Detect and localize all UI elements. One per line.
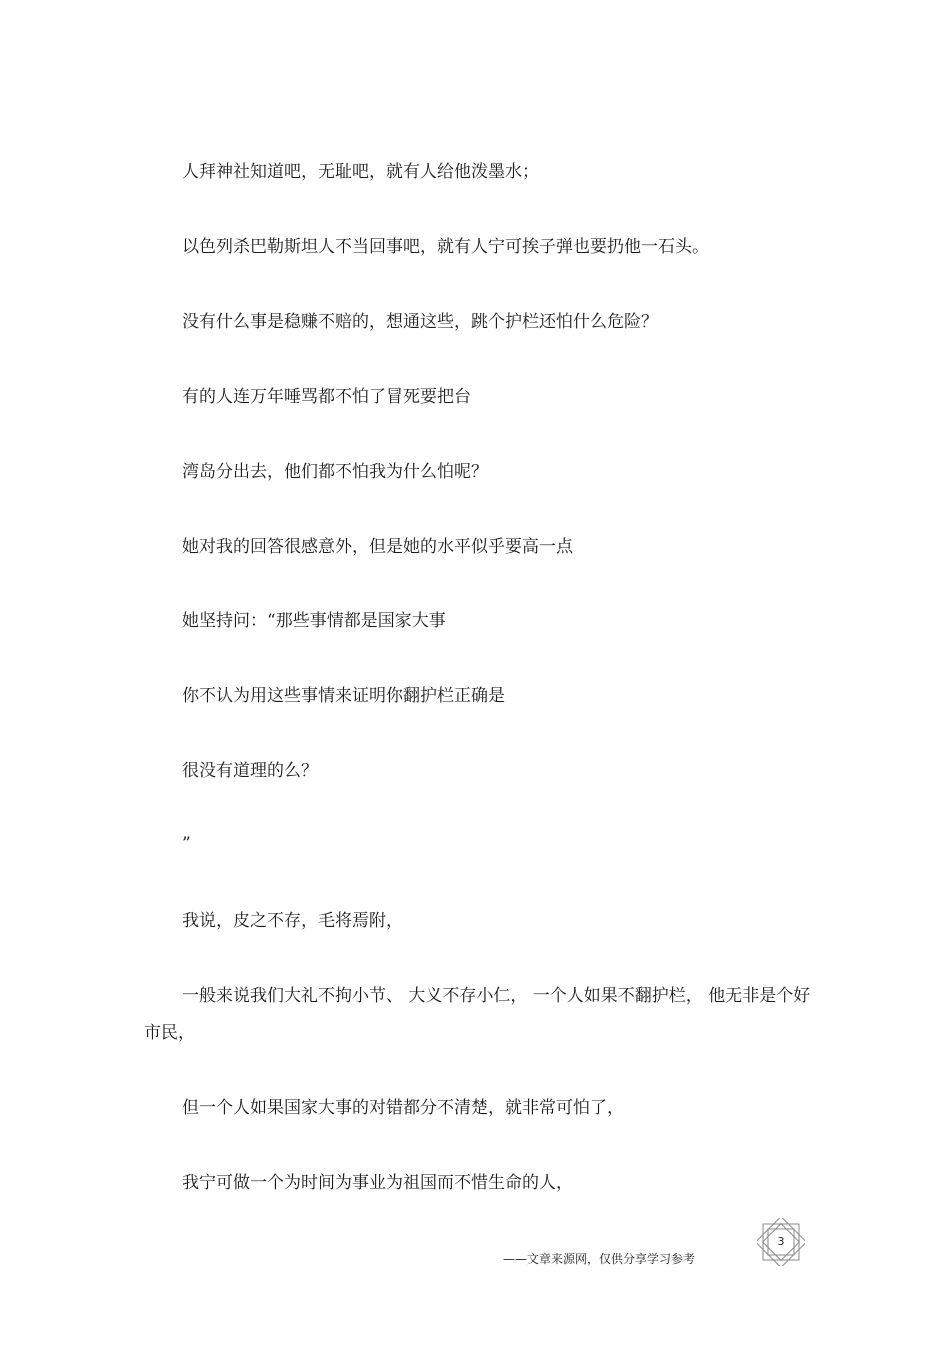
paragraph-7: 她坚持问：“那些事情都是国家大事	[182, 611, 446, 631]
page-number: 3	[777, 1235, 785, 1248]
paragraph-6: 她对我的回答很感意外，但是她的水平似乎要高一点	[182, 537, 573, 557]
page-number-badge	[757, 1218, 805, 1266]
paragraph-10: ”	[182, 834, 191, 854]
paragraph-13: 但一个人如果国家大事的对错都分不清楚，就非常可怕了，	[182, 1098, 624, 1118]
paragraph-4: 有的人连万年唾骂都不怕了冒死要把台	[182, 387, 471, 407]
paragraph-8: 你不认为用这些事情来证明你翻护栏正确是	[182, 686, 505, 706]
paragraph-12: 一般来说我们大礼不拘小节、 大义不存小仁， 一个人如果不翻护栏， 他无非是个好市民，	[144, 986, 811, 1043]
paragraph-11: 我说，皮之不存，毛将焉附，	[182, 911, 403, 931]
footer-source-note: ——文章来源网，仅供分享学习参考	[503, 1252, 696, 1266]
paragraph-2: 以色列杀巴勒斯坦人不当回事吧，就有人宁可挨子弹也要扔他一石头。	[182, 237, 709, 257]
paragraph-9: 很没有道理的么？	[182, 761, 318, 781]
paragraph-5: 湾岛分出去，他们都不怕我为什么怕呢？	[182, 462, 488, 482]
paragraph-3: 没有什么事是稳赚不赔的，想通这些，跳个护栏还怕什么危险？	[182, 312, 658, 332]
paragraph-14: 我宁可做一个为时间为事业为祖国而不惜生命的人，	[182, 1173, 573, 1193]
paragraph-1: 人拜神社知道吧，无耻吧，就有人给他泼墨水；	[182, 162, 539, 182]
